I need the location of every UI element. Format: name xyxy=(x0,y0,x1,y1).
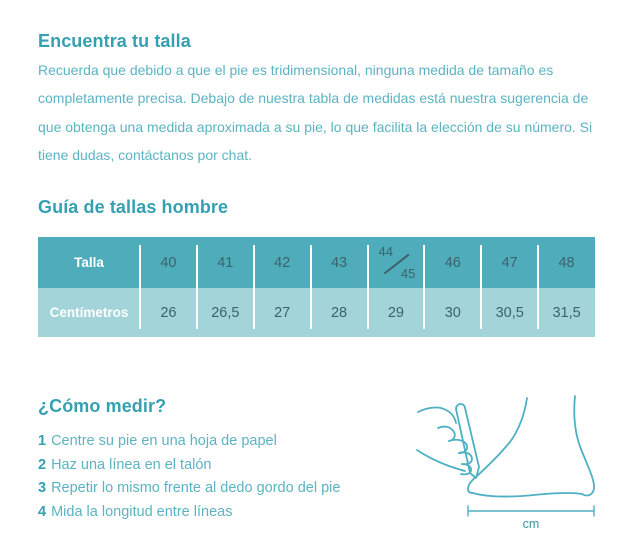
cm-value: 28 xyxy=(311,288,368,337)
step-text: Mida la longitud entre líneas xyxy=(51,503,233,520)
size-value: 43 xyxy=(311,237,368,288)
cm-value: 29 xyxy=(368,288,425,337)
size-column-41 xyxy=(197,237,254,337)
size-column-42 xyxy=(254,237,311,337)
cm-row-label: Centímetros xyxy=(38,288,140,337)
size-table-label-column xyxy=(38,237,140,337)
size-column-47 xyxy=(481,237,538,337)
dual-size-cell xyxy=(368,237,425,288)
size-value: 47 xyxy=(481,237,538,288)
step-number: 3 xyxy=(38,480,47,496)
size-guide-heading: Guía de tallas hombre xyxy=(38,197,229,217)
measure-steps-list xyxy=(38,430,340,524)
cm-value: 31,5 xyxy=(538,288,595,337)
measure-step-4 xyxy=(38,501,340,525)
measurement-line xyxy=(468,506,594,516)
step-number: 4 xyxy=(38,503,47,520)
size-column-43 xyxy=(311,237,368,337)
step-number: 1 xyxy=(38,433,47,449)
measure-step-3 xyxy=(38,477,340,501)
size-value: 41 xyxy=(197,237,254,288)
step-text: Centre su pie en una hoja de papel xyxy=(51,433,277,449)
cm-value: 30 xyxy=(424,288,481,337)
size-column-48 xyxy=(538,237,595,337)
foot-outline xyxy=(468,396,594,497)
size-column-40 xyxy=(140,237,197,337)
find-size-heading: Encuentra tu talla xyxy=(38,31,191,51)
size-value: 42 xyxy=(254,237,311,288)
size-value: 46 xyxy=(424,237,481,288)
hand-with-pencil xyxy=(417,404,479,478)
cm-label: cm xyxy=(522,517,540,531)
step-text: Haz una línea en el talón xyxy=(51,456,212,473)
how-to-measure-heading: ¿Cómo medir? xyxy=(38,396,167,416)
cm-value: 26,5 xyxy=(197,288,254,337)
measure-step-1 xyxy=(38,430,340,454)
size-row-label: Talla xyxy=(38,237,140,288)
cm-value: 27 xyxy=(254,288,311,337)
size-value: 40 xyxy=(140,237,197,288)
cm-value: 26 xyxy=(140,288,197,337)
find-size-intro-paragraph: Recuerda que debido a que el pie es tridimensional, ninguna medida de tamaño es completamente precisa. Debajo de nuestra tabla de medidas está nuestra sugerencia de que obtenga una medida aproximada a su pie, lo que facilita la elección de su número. Si tiene dudas, contáctanos por chat. xyxy=(38,62,593,163)
cm-value: 30,5 xyxy=(481,288,538,337)
size-value-bottom: 45 xyxy=(400,266,416,281)
foot-measure-illustration xyxy=(406,384,616,536)
size-column-44-45 xyxy=(368,237,425,337)
size-value: 48 xyxy=(538,237,595,288)
size-value-top: 44 xyxy=(378,244,393,259)
size-table xyxy=(38,237,595,337)
step-text: Repetir lo mismo frente al dedo gordo del pie xyxy=(51,480,341,496)
size-column-46 xyxy=(424,237,481,337)
step-number: 2 xyxy=(38,456,47,473)
measure-step-2 xyxy=(38,454,340,478)
